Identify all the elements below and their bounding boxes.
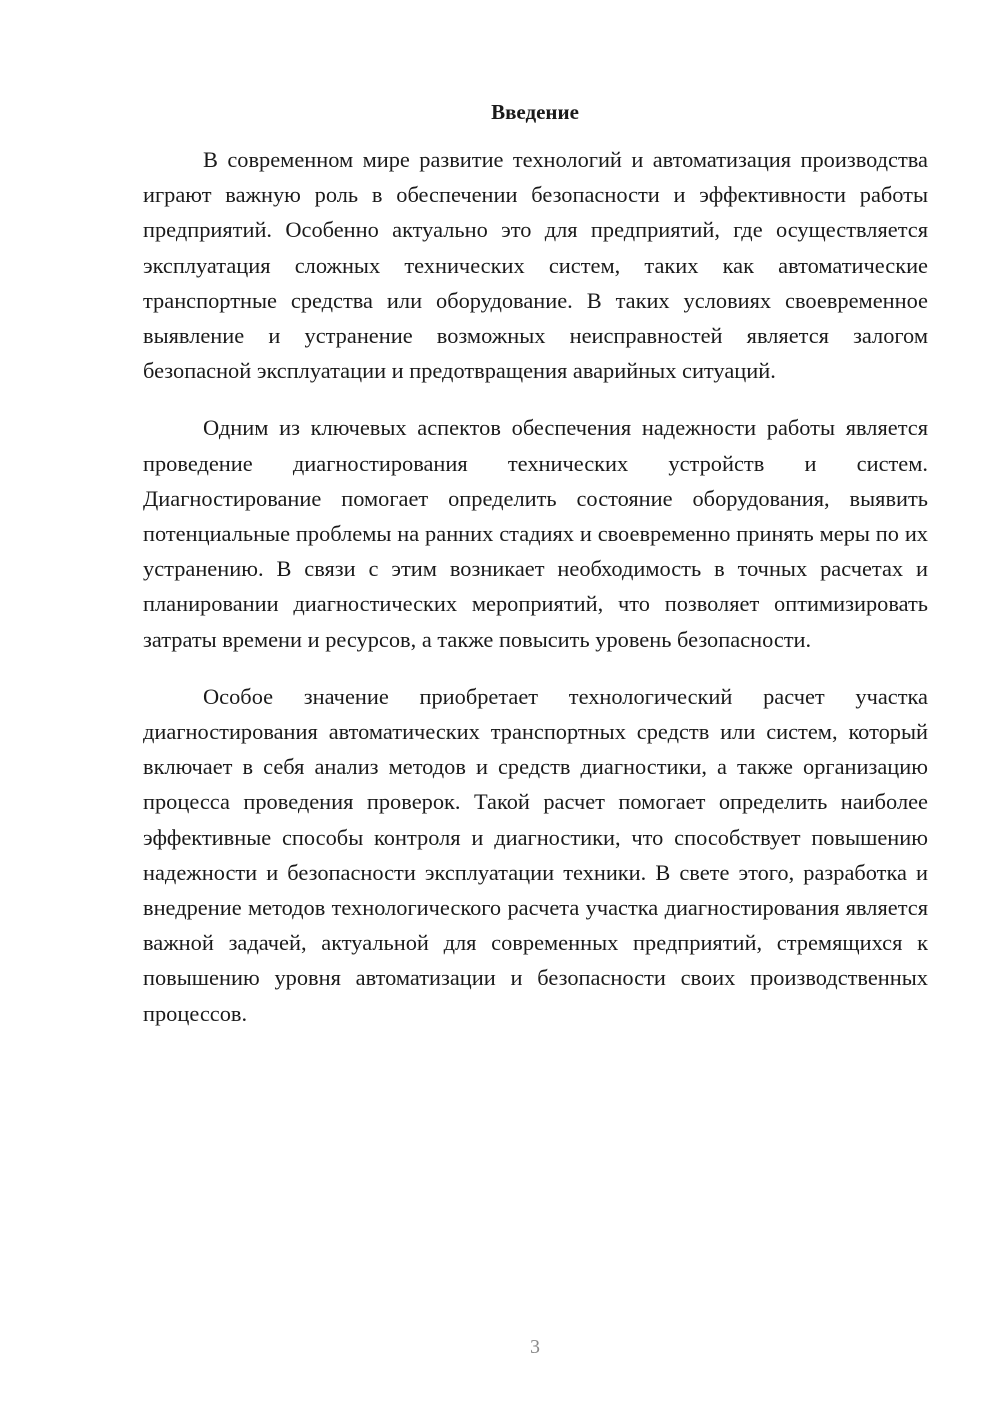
- paragraph-1: В современном мире развитие технологий и автоматизация производства играют важную роль в обеспечении безопасности и эффективности работы предприятий. Особенно актуально это для предприятий, где осуществляется эксплуатация сложных технических систем, таких как автоматические транспортные средства или оборудование. В таких условиях своевременное выявление и устранение возможных неисправностей является залогом безопасной эксплуатации и предотвращения аварийных ситуаций.: [143, 147, 928, 384]
- paragraph-3: Особое значение приобретает технологический расчет участка диагностирования автоматических транспортных средств или систем, который включает в себя анализ методов и средств диагностики, а также организацию процесса проведения проверок. Такой расчет помогает определить наиболее эффективные способы контроля и диагностики, что способствует повышению надежности и безопасности эксплуатации техники. В свете этого, разработка и внедрение методов технологического расчета участка диагностирования является важной задачей, актуальной для современных предприятий, стремящихся к повышению уровня автоматизации и безопасности своих производственных процессов.: [143, 683, 928, 1026]
- paragraph-2: Одним из ключевых аспектов обеспечения надежности работы является проведение диагностирования технических устройств и систем. Диагностирование помогает определить состояние оборудования, выявить потенциальные проблемы на ранних стадиях и своевременно принять меры по их устранению. В связи с этим возникает необходимость в точных расчетах и планировании диагностических мероприятий, что позволяет оптимизировать затраты времени и ресурсов, а также повысить уровень безопасности.: [143, 415, 928, 652]
- page-number: 3: [530, 1336, 540, 1358]
- section-heading: Введение: [491, 100, 579, 124]
- body-text: [143, 142, 928, 1031]
